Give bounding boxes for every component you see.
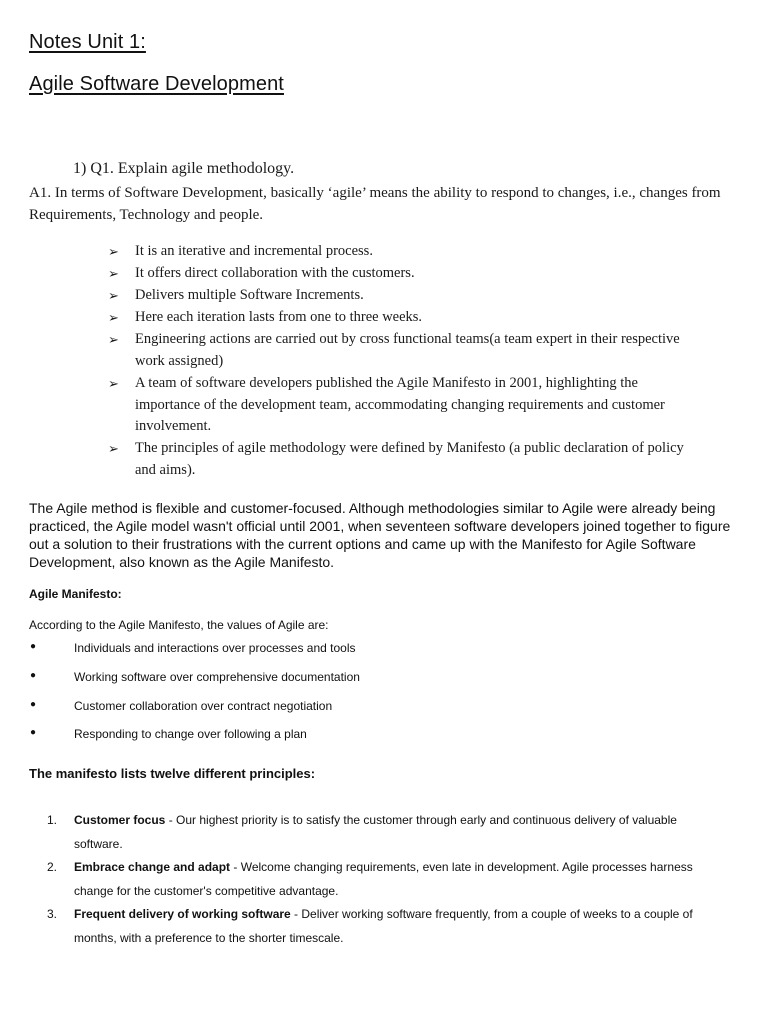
arrow-bullet-icon: ➢	[108, 441, 119, 456]
list-item	[108, 285, 698, 307]
value-text: Responding to change over following a plan	[74, 727, 307, 741]
arrow-bullet-icon: ➢	[108, 266, 119, 281]
values-intro: According to the Agile Manifesto, the values of Agile are:	[29, 618, 329, 632]
arrow-bullet-icon: ➢	[108, 310, 119, 325]
bullet-text: A team of software developers published the Agile Manifesto in 2001, highlighting the importance of the development team, accommodating changing requirements and customer involvement.	[135, 375, 665, 434]
principle-number: 2.	[47, 860, 58, 874]
bullet-dot-icon: ●	[30, 670, 37, 681]
arrow-bullet-icon: ➢	[108, 332, 119, 347]
list-item	[108, 241, 698, 263]
page-subtitle: Agile Software Development	[29, 73, 284, 95]
principle-title: Customer focus	[74, 813, 166, 827]
arrow-bullet-icon: ➢	[108, 244, 119, 259]
list-item	[108, 329, 698, 372]
answer-text: A1. In terms of Software Development, basically ‘agile’ means the ability to respond to changes, i.e., changes from Requirements, Technology and people.	[29, 185, 721, 223]
intro-paragraph: The Agile method is flexible and customer-focused. Although methodologies similar to Agile were already being practiced, the Agile model wasn't official until 2001, when seventeen software developers joined together to figure out a solution to their frustrations with the current options and came up with the Manifesto for Agile Software Development, also known as the Agile Manifesto.	[29, 500, 731, 570]
principles-heading: The manifesto lists twelve different principles:	[29, 766, 316, 781]
list-item	[108, 307, 698, 329]
principle-text: - Deliver working software frequently, from a couple of weeks to a couple of months, with a preference to the shorter timescale.	[74, 907, 693, 945]
bullet-text: It is an iterative and incremental process.	[135, 243, 373, 259]
value-text: Individuals and interactions over processes and tools	[74, 641, 356, 655]
value-text: Working software over comprehensive documentation	[74, 670, 360, 684]
arrow-bullet-icon: ➢	[108, 288, 119, 303]
principle-title: Frequent delivery of working software	[74, 907, 291, 921]
list-item	[47, 809, 727, 856]
bullet-dot-icon: ●	[30, 641, 37, 652]
bullet-dot-icon: ●	[30, 727, 37, 738]
list-item	[47, 903, 727, 950]
page-title: Notes Unit 1:	[29, 31, 146, 53]
list-item	[47, 856, 727, 903]
bullet-text: It offers direct collaboration with the customers.	[135, 265, 415, 281]
question-heading: 1) Q1. Explain agile methodology.	[73, 160, 295, 177]
list-item	[108, 438, 698, 481]
list-item	[108, 263, 698, 285]
value-text: Customer collaboration over contract negotiation	[74, 699, 333, 713]
bullet-dot-icon: ●	[30, 699, 37, 710]
principle-text: - Welcome changing requirements, even late in development. Agile processes harness change for the customer's competitive advantage.	[74, 860, 693, 898]
bullet-text: Delivers multiple Software Increments.	[135, 287, 364, 303]
principle-title: Embrace change and adapt	[74, 860, 231, 874]
manifesto-heading: Agile Manifesto:	[29, 587, 122, 601]
bullet-text: Engineering actions are carried out by cross functional teams(a team expert in their respective work assigned)	[135, 331, 680, 369]
principle-number: 1.	[47, 813, 58, 827]
principle-number: 3.	[47, 907, 58, 921]
bullet-text: Here each iteration lasts from one to three weeks.	[135, 309, 423, 325]
list-item	[108, 373, 698, 438]
bullet-text: The principles of agile methodology were defined by Manifesto (a public declaration of policy and aims).	[135, 440, 684, 478]
arrow-bullet-icon: ➢	[108, 376, 119, 391]
principle-text: - Our highest priority is to satisfy the customer through early and continuous delivery of valuable software.	[74, 813, 677, 851]
